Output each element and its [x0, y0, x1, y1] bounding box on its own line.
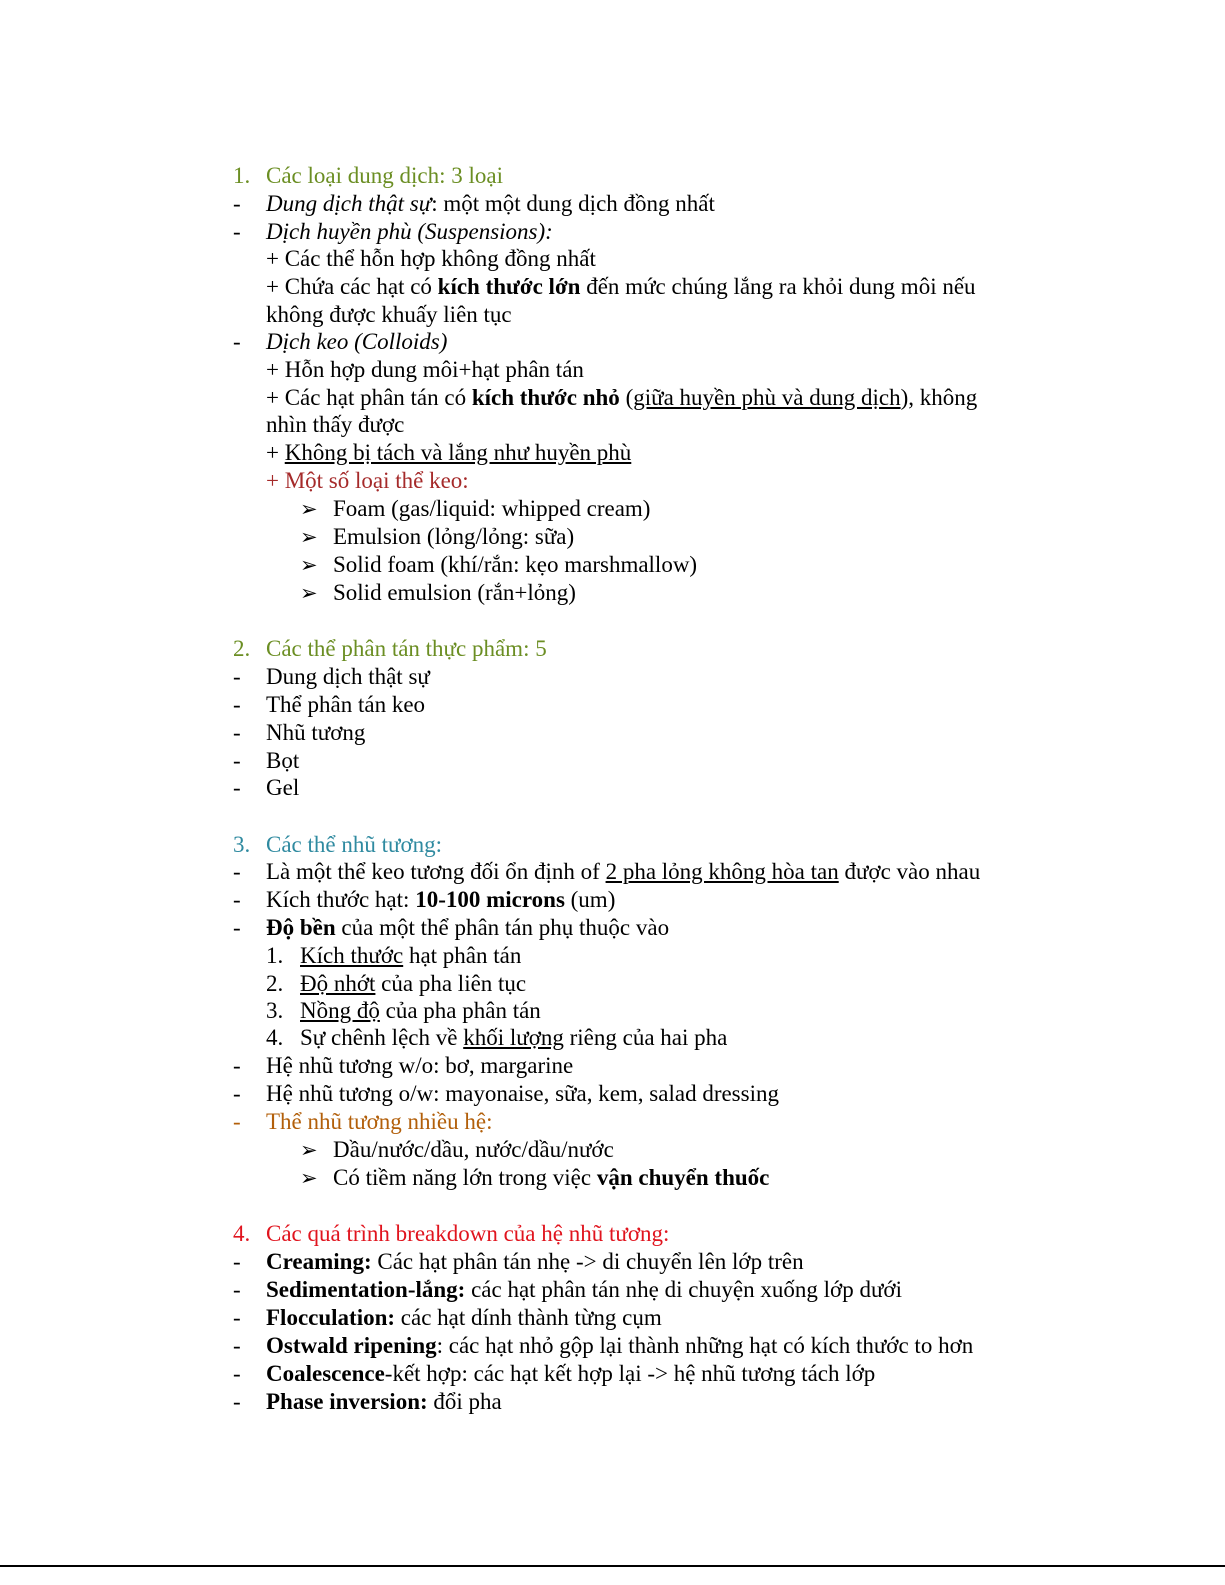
dash-bullet: - — [233, 915, 241, 940]
dash-bullet: - — [233, 692, 241, 717]
dash-bullet: - — [233, 1277, 241, 1302]
dash-bullet: - — [233, 329, 241, 354]
dash-bullet: - — [233, 664, 241, 689]
dash-bullet: - — [233, 1305, 241, 1330]
arrow-bullet-icon: ➢ — [300, 525, 318, 549]
dash-bullet: - — [233, 1333, 241, 1358]
section-number: 3. — [233, 832, 251, 857]
arrow-bullet-icon: ➢ — [300, 553, 318, 577]
dash-bullet: - — [233, 775, 241, 800]
heading-text: Các thể phân tán thực phẩm: 5 — [266, 636, 547, 661]
section-number: 2. — [233, 636, 251, 661]
dash-bullet: - — [233, 219, 241, 244]
heading-text: Các quá trình breakdown của hệ nhũ tương: — [266, 1221, 670, 1246]
dash-bullet: - — [233, 748, 241, 773]
page-bottom-rule — [0, 1565, 1225, 1567]
dash-bullet: - — [233, 1053, 241, 1078]
dash-bullet: - — [233, 859, 241, 884]
dash-bullet: - — [233, 720, 241, 745]
dash-bullet: - — [233, 887, 241, 912]
section-number: 1. — [233, 163, 251, 188]
term: Dịch keo (Colloids) — [266, 329, 448, 354]
term: Dung dịch thật sự — [266, 191, 432, 216]
term: Dịch huyền phù (Suspensions): — [266, 219, 553, 244]
section-number: 4. — [233, 1221, 251, 1246]
dash-bullet: - — [233, 1361, 241, 1386]
dash-bullet: - — [233, 1081, 241, 1106]
dash-bullet: - — [233, 1389, 241, 1414]
heading-text: Các loại dung dịch: 3 loại — [266, 163, 503, 188]
arrow-bullet-icon: ➢ — [300, 497, 318, 521]
dash-bullet: - — [233, 191, 241, 216]
arrow-bullet-icon: ➢ — [300, 1166, 318, 1190]
heading-text: Các thể nhũ tương: — [266, 832, 443, 857]
arrow-bullet-icon: ➢ — [300, 1138, 318, 1162]
dash-bullet: - — [233, 1249, 241, 1274]
dash-bullet: - — [233, 1109, 241, 1134]
arrow-bullet-icon: ➢ — [300, 581, 318, 605]
